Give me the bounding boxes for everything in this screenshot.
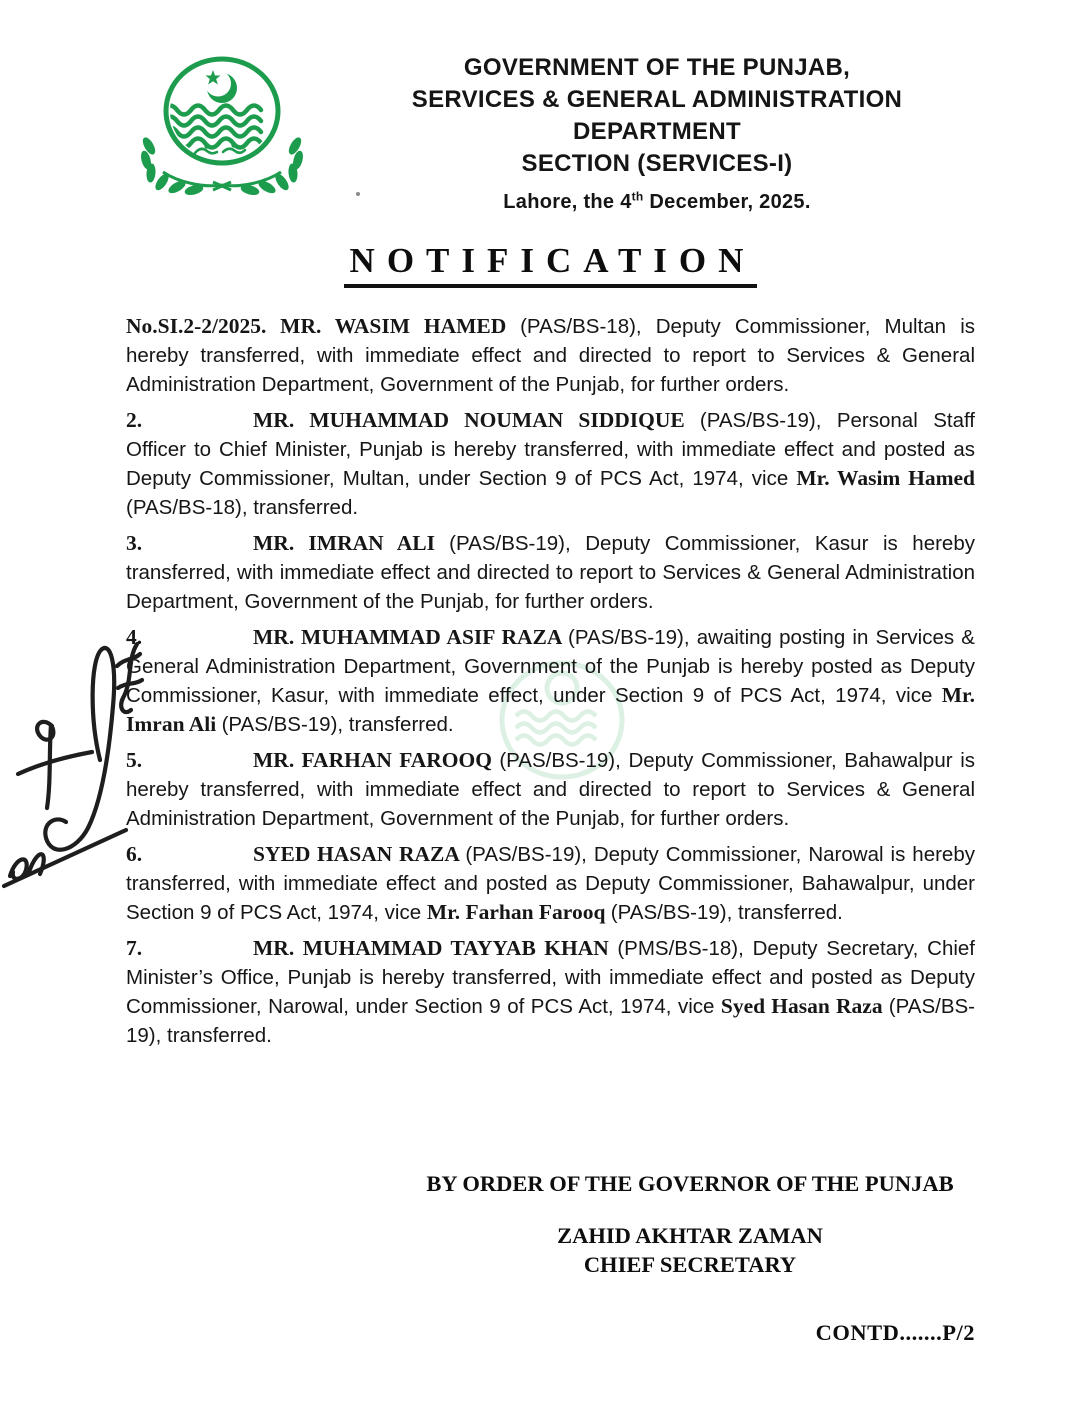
officer-name-bold: Syed Hasan Raza [720,994,889,1018]
notification-paragraph [126,529,975,616]
officer-name-bold: Mr. Farhan Farooq [426,900,611,924]
letterhead-line-1: GOVERNMENT OF THE PUNJAB, [463,54,851,81]
officer-name-bold: MR. MUHAMMAD TAYYAB KHAN [253,936,618,960]
letterhead-line-4: SECTION (SERVICES-I) [521,150,793,177]
punjab-government-emblem-icon [133,54,311,196]
paragraph-text: (PAS/BS-19), Deputy Commissioner, Bahawalpur is hereby transferred, with immediate effect and directed to report to Services & General Administration Department, Government of the Punjab, for further orders. [126,749,976,830]
signatory-name: ZAHID AKHTAR ZAMAN [557,1223,823,1248]
by-order-line: BY ORDER OF THE GOVERNOR OF THE PUNJAB [426,1171,954,1196]
officer-name-bold: MR. MUHAMMAD NOUMAN SIDDIQUE [253,408,700,432]
officer-name-bold: MR. FARHAN FAROOQ [253,748,500,772]
officer-name-bold: MR. IMRAN ALI [253,531,450,555]
letterhead-line-2: SERVICES & GENERAL ADMINISTRATION [411,86,903,113]
continuation-note: CONTD.......P/2 [815,1320,975,1345]
date-superscript: th [631,189,644,204]
page-title: NOTIFICATION [344,241,758,288]
paragraph-text: (PAS/BS-19), transferred. [610,901,843,924]
paragraph-number: 3. [126,531,143,555]
paragraph-number: 4. [126,625,143,649]
notification-paragraph [126,406,975,522]
paragraph-number: 7. [126,936,143,960]
officer-name-bold: MR. MUHAMMAD ASIF RAZA [253,625,569,649]
paragraph-text: (PAS/BS-19), awaiting posting in Services & General Administration Department, Government of the Punjab is hereby posted as Deputy Commissioner, Kasur, with immediate effect, under Section 9 of PCS Act, 1974, vice [126,626,975,707]
title-row [126,241,975,288]
paragraph-text: (PAS/BS-19), transferred. [126,995,975,1047]
date-line: Lahore, the 4th December, 2025. [503,189,811,213]
paragraph-text: (PAS/BS-18), transferred. [126,496,359,519]
signatory-title: CHIEF SECRETARY [583,1252,797,1277]
paragraph-number: 5. [126,748,143,772]
officer-name-bold: Mr. Wasim Hamed [796,466,976,490]
officer-name-bold: Mr. Imran Ali [126,683,975,736]
notification-paragraph [126,840,975,927]
paragraph-number: 6. [126,842,143,866]
paragraphs [126,312,975,1057]
paragraph-text: (PAS/BS-19), Personal Staff Officer to Chief Minister, Punjab is hereby transferred, with immediate effect and posted as Deputy Commissioner, Multan, under Section 9 of PCS Act, 1974, vice [126,409,975,490]
paragraph-text: (PAS/BS-19), transferred. [221,713,454,736]
signatory-block [410,1221,970,1279]
paragraph-number: 2. [126,408,143,432]
paragraph-text: (PAS/BS-19), Deputy Commissioner, Kasur is hereby transferred, with immediate effect and directed to report to Services & General Administration Department, Government of the Punjab, for further orders. [126,532,975,613]
paragraph-text: (PMS/BS-18), Deputy Secretary, Chief Minister’s Office, Punjab is hereby transferred, with immediate effect and posted as Deputy Commissioner, Narowal, under Section 9 of PCS Act, 1974, vice [126,937,975,1018]
officer-name-bold: SYED HASAN RAZA [253,842,466,866]
letterhead-line-3: DEPARTMENT [573,118,741,145]
notification-paragraph [126,934,975,1050]
notification-paragraph [126,746,975,833]
letterhead [350,52,964,215]
scan-artifact-dot [356,192,360,196]
notification-paragraph [126,312,975,399]
paragraph-text: (PAS/BS-19), Deputy Commissioner, Narowal is hereby transferred, with immediate effect and posted as Deputy Commissioner, Bahawalpur, under Section 9 of PCS Act, 1974, vice [126,843,975,924]
paragraph-text: (PAS/BS-18), Deputy Commissioner, Multan is hereby transferred, with immediate effect and directed to report to Services & General Administration Department, Government of the Punjab, for further orders. [126,315,975,396]
notification-paragraph [126,623,975,739]
officer-name-bold: No.SI.2-2/2025. MR. WASIM HAMED [126,314,521,338]
